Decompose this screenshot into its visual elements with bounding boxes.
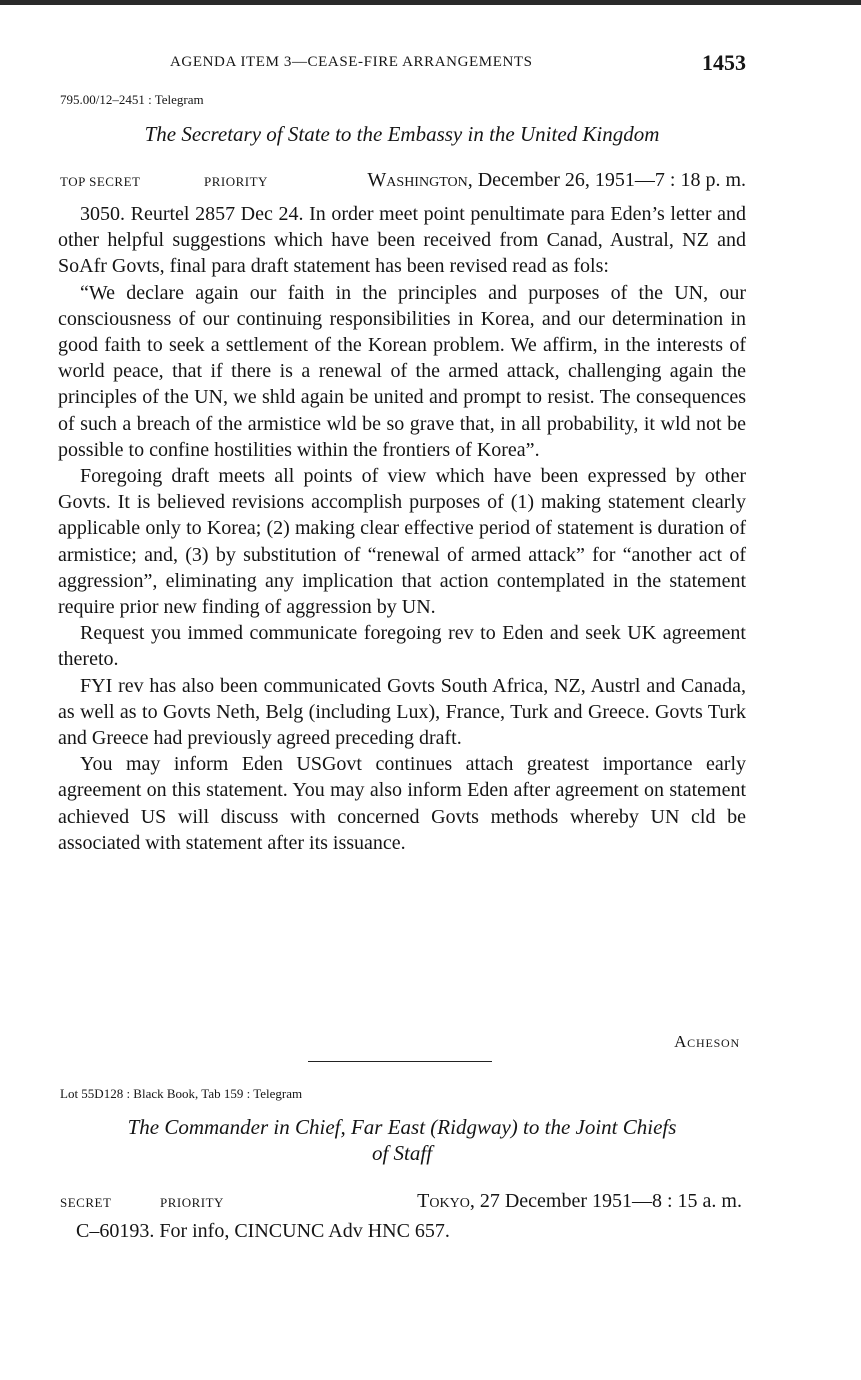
page-number: 1453 — [702, 50, 746, 75]
doc2-title-line1: The Commander in Chief, Far East (Ridgway) to the Joint Chiefs — [127, 1115, 677, 1139]
doc1-paragraph: 3050. Reurtel 2857 Dec 24. In order meet point penultimate para Eden’s letter and other helpful suggestions which have been received from Canad, Austral, NZ and SoAfr Govts, final para draft statement has been revised read as fols: — [58, 203, 746, 278]
doc1-paragraph: FYI rev has also been communicated Govts South Africa, NZ, Austrl and Canada, as well as to Govts Neth, Belg (including Lux), France, Turk and Greece. Govts Turk and Greece had previously agreed preceding draft. — [58, 674, 746, 750]
doc2-priority: PRIORITY — [160, 1195, 224, 1210]
doc2-dateline — [58, 1190, 746, 1216]
running-head-title: AGENDA ITEM 3—CEASE-FIRE ARRANGEMENTS — [170, 54, 533, 70]
running-head — [58, 50, 746, 78]
doc2-place-date — [417, 1190, 742, 1213]
doc1-priority: PRIORITY — [204, 174, 268, 189]
section-divider — [308, 1061, 492, 1062]
doc2-title-line2: of Staff — [371, 1141, 433, 1165]
doc2-place: Tokyo — [417, 1190, 470, 1212]
doc1-title: The Secretary of State to the Embassy in the United Kingdom — [144, 122, 660, 146]
doc1-date-time: , December 26, 1951—7 : 18 p. m. — [467, 169, 746, 191]
doc1-place-date — [367, 169, 746, 192]
doc1-paragraph: You may inform Eden USGovt continues attach greatest importance early agreement on this statement. You may also inform Eden after agreement on statement achieved US will discuss with concerned Govts methods whereby UN cld be associated with statement after its issuance. — [58, 753, 746, 854]
doc1-signature: Acheson — [674, 1032, 740, 1051]
doc1-file-ref: 795.00/12–2451 : Telegram — [60, 92, 204, 107]
doc1-body — [58, 201, 746, 856]
page-top-edge — [0, 0, 861, 5]
doc2-file-ref: Lot 55D128 : Black Book, Tab 159 : Telegram — [60, 1086, 303, 1101]
doc1-place: Washington — [367, 169, 468, 191]
doc2-date-time: , 27 December 1951—8 : 15 a. m. — [469, 1190, 742, 1212]
doc1-paragraph: “We declare again our faith in the principles and purposes of the UN, our consciousness of our continuing responsibilities in Korea, and our determination in good faith to seek a settlement of the Korean problem. We affirm, in the interests of world peace, that if there is a renewal of the armed attack, challenging again the principles of the UN, we shld again be united and prompt to resist. The consequences of such a breach of the armistice wld be so grave that, in all probability, it wld not be possible to confine hostilities within the frontiers of Korea”. — [58, 281, 746, 461]
doc1-paragraph: Foregoing draft meets all points of view which have been expressed by other Govts. It is believed revisions accomplish purposes of (1) making statement clearly applicable only to Korea; (2) making clear effective period of statement is duration of armistice; and, (3) by substitution of “renewal of armed attack” for “another act of aggression”, eliminating any implication that action contemplated in the statement require prior new finding of aggression by UN. — [58, 465, 746, 619]
doc2-title — [58, 1114, 746, 1166]
doc1-dateline — [58, 169, 746, 195]
doc1-paragraph: Request you immed communicate foregoing rev to Eden and seek UK agreement thereto. — [58, 622, 746, 671]
doc2-classification: SECRET — [60, 1195, 112, 1210]
doc1-classification: TOP SECRET — [60, 174, 141, 189]
doc2-message: C–60193. For info, CINCUNC Adv HNC 657. — [76, 1220, 450, 1242]
